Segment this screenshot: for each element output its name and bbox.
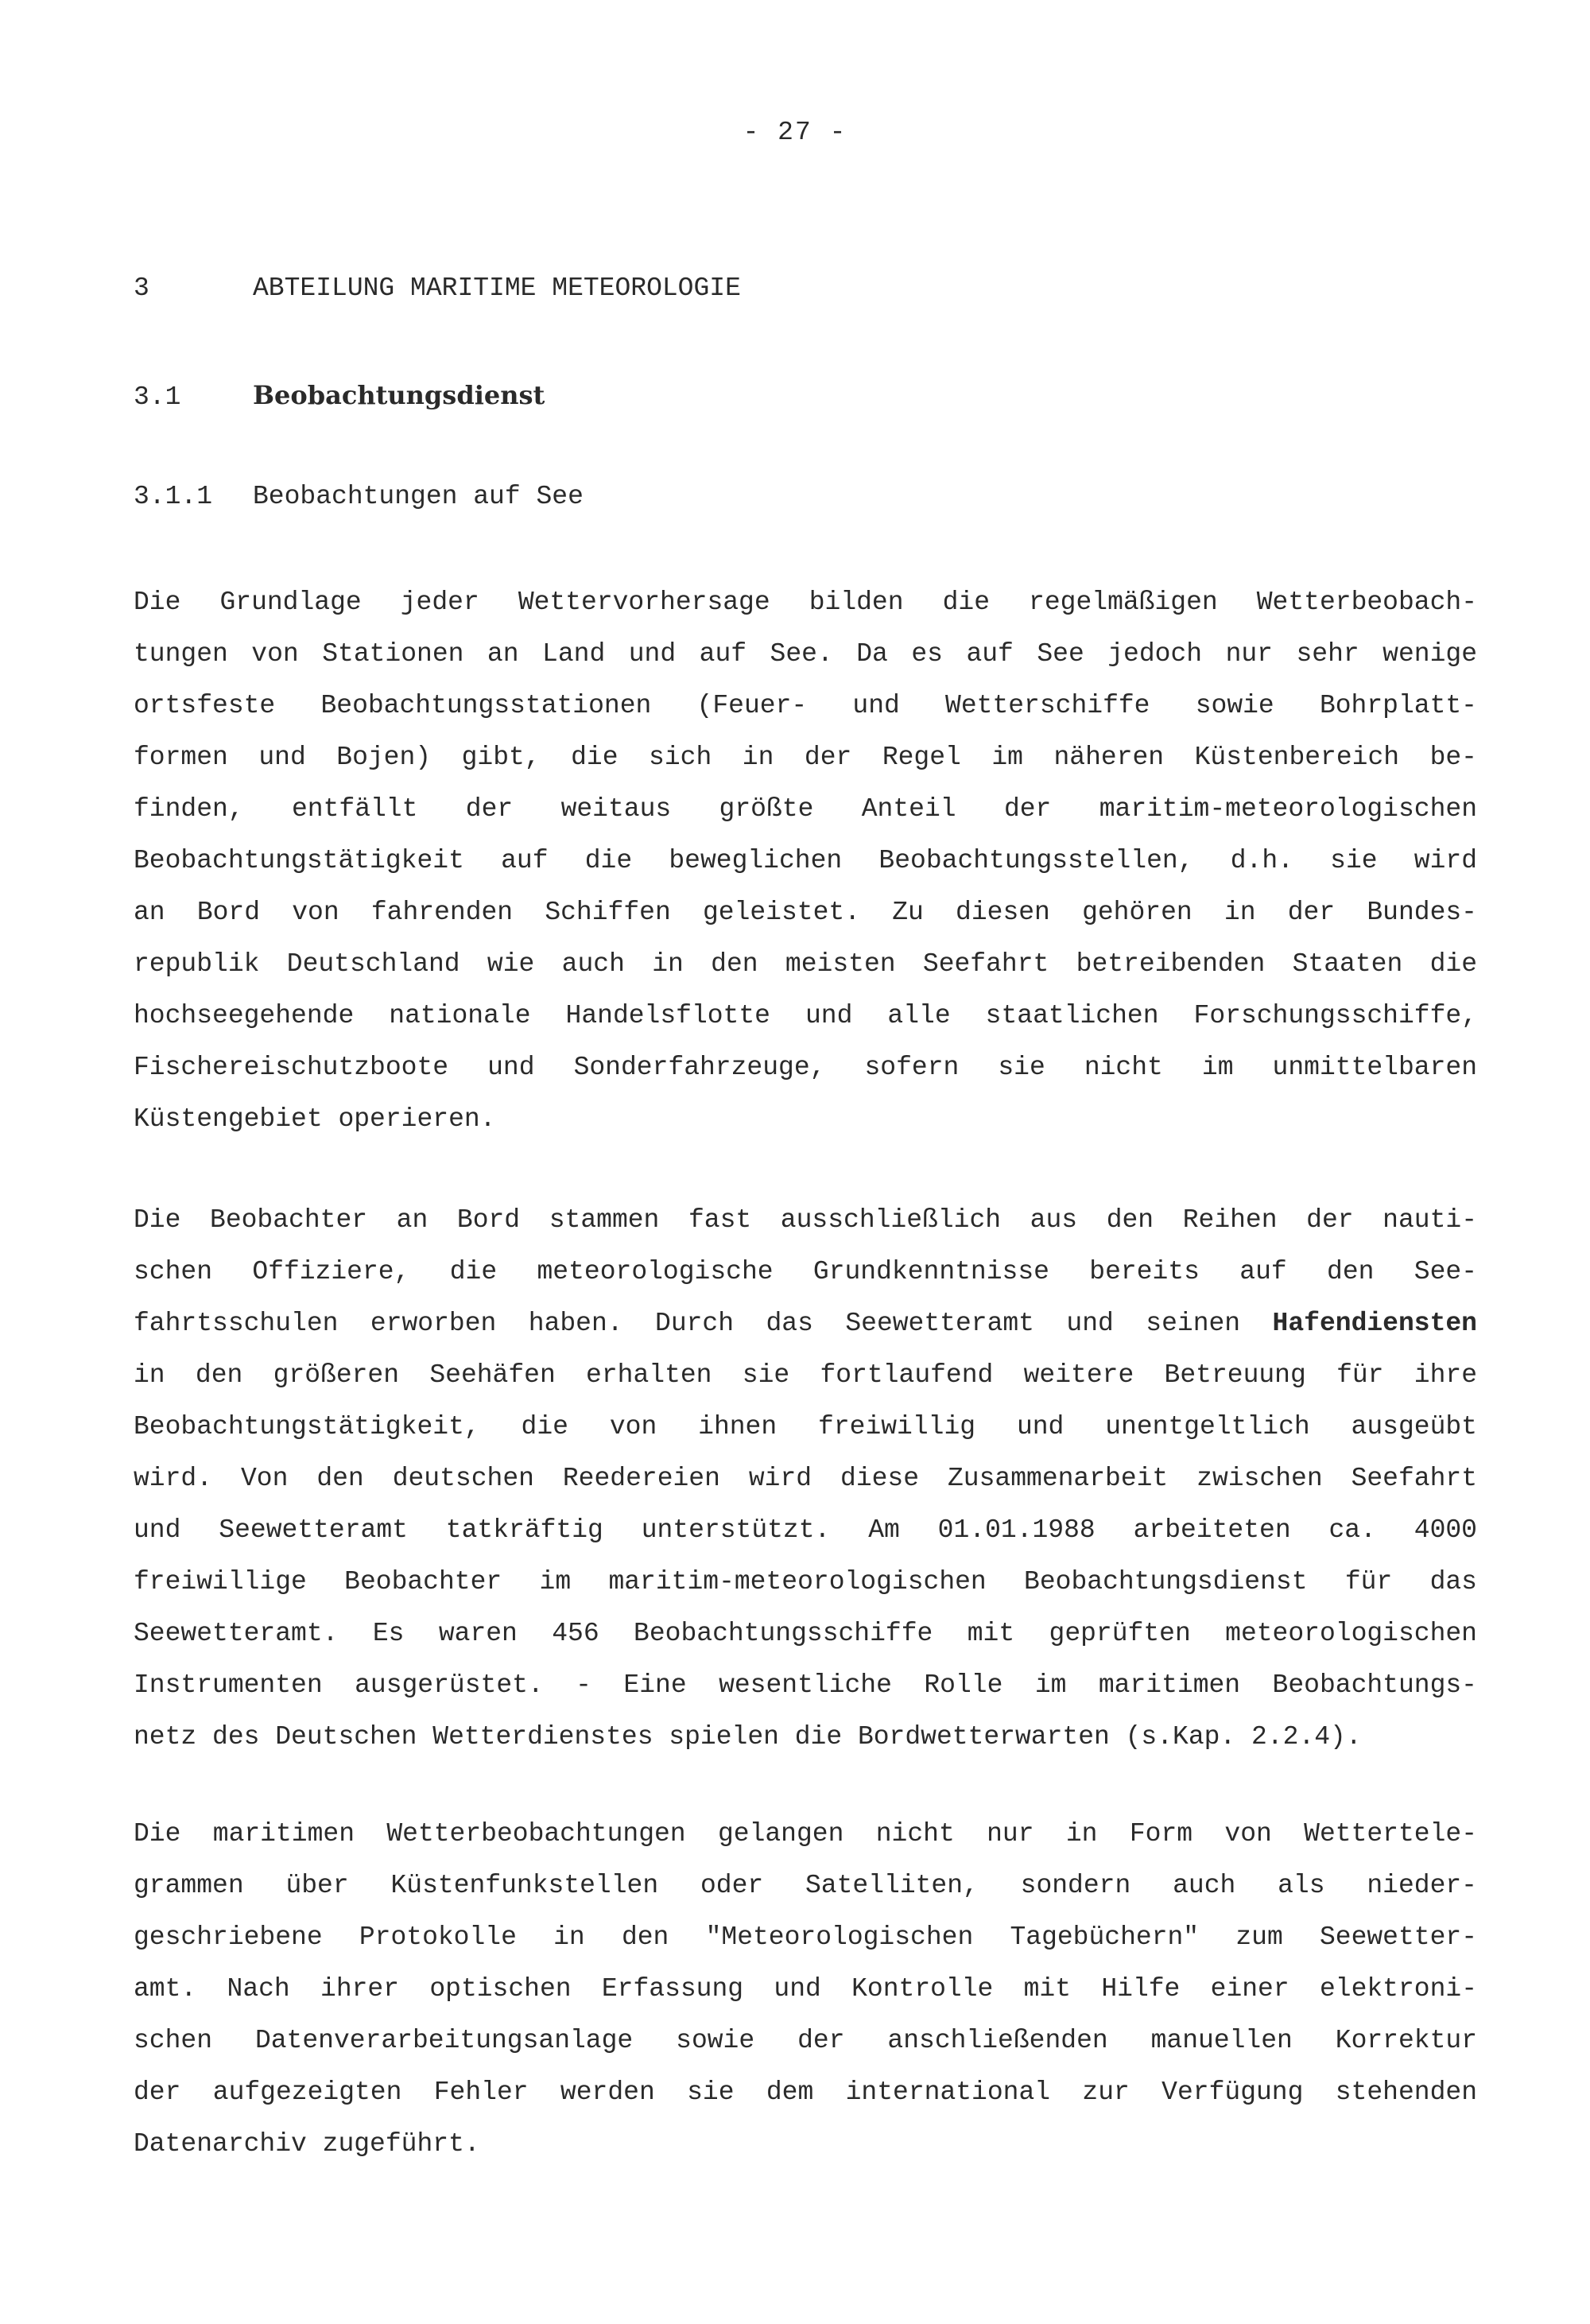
paragraph-line: Beobachtungstätigkeit, die von ihnen freiwillig und unentgeltlich ausgeübt <box>134 1412 1477 1441</box>
paragraph-1 <box>134 576 1477 1145</box>
paragraph-line: hochseegehende nationale Handelsflotte und alle staatlichen Forschungsschiffe, <box>134 1001 1477 1030</box>
paragraph-line: Die maritimen Wetterbeobachtungen gelangen nicht nur in Form von Wettertele- <box>134 1819 1477 1849</box>
paragraph-line: der aufgezeigten Fehler werden sie dem international zur Verfügung stehenden <box>134 2078 1477 2107</box>
subsection-title: Beobachtungsdienst <box>253 380 545 410</box>
paragraph-line: geschriebene Protokolle in den "Meteorologischen Tagebüchern" zum Seewetter- <box>134 1922 1477 1952</box>
section-heading <box>134 274 741 303</box>
paragraph-line: netz des Deutschen Wetterdienstes spielen die Bordwetterwarten (s.Kap. 2.2.4). <box>134 1722 1362 1752</box>
paragraph-line: schen Datenverarbeitungsanlage sowie der anschließenden manuellen Korrektur <box>134 2026 1477 2055</box>
paragraph-line: grammen über Küstenfunkstellen oder Satelliten, sondern auch als nieder- <box>134 1871 1477 1900</box>
paragraph-2 <box>134 1194 1477 1763</box>
paragraph-line: in den größeren Seehäfen erhalten sie fortlaufend weitere Betreuung für ihre <box>134 1360 1477 1390</box>
bold-term-hafendienste: Hafendiensten <box>1272 1309 1477 1338</box>
paragraph-line: tungen von Stationen an Land und auf See. Da es auf See jedoch nur sehr wenige <box>134 639 1477 669</box>
section-title: ABTEILUNG MARITIME METEOROLOGIE <box>253 274 741 303</box>
page-number: - 27 - <box>743 118 847 147</box>
paragraph-line: Instrumenten ausgerüstet. - Eine wesentliche Rolle im maritimen Beobachtungs- <box>134 1670 1477 1700</box>
section-number: 3 <box>134 274 149 303</box>
paragraph-line <box>134 1298 1477 1349</box>
subsubsection-number: 3.1.1 <box>134 482 213 511</box>
paragraph-line: Küstengebiet operieren. <box>134 1104 496 1134</box>
paragraph-line: freiwillige Beobachter im maritim-meteorologischen Beobachtungsdienst für das <box>134 1567 1477 1597</box>
paragraph-line: wird. Von den deutschen Reedereien wird diese Zusammenarbeit zwischen Seefahrt <box>134 1464 1477 1493</box>
paragraph-line: formen und Bojen) gibt, die sich in der Regel im näheren Küstenbereich be- <box>134 743 1477 772</box>
subsubsection-title: Beobachtungen auf See <box>253 482 584 511</box>
paragraph-line: Beobachtungstätigkeit auf die beweglichen Beobachtungsstellen, d.h. sie wird <box>134 846 1477 875</box>
paragraph-line: und Seewetteramt tatkräftig unterstützt. Am 01.01.1988 arbeiteten ca. 4000 <box>134 1515 1477 1545</box>
paragraph-line: finden, entfällt der weitaus größte Anteil der maritim-meteorologischen <box>134 794 1477 824</box>
paragraph-line: ortsfeste Beobachtungsstationen (Feuer- und Wetterschiffe sowie Bohrplatt- <box>134 691 1477 720</box>
paragraph-line: Fischereischutzboote und Sonderfahrzeuge, sofern sie nicht im unmittelbaren <box>134 1053 1477 1082</box>
paragraph-line: Die Beobachter an Bord stammen fast ausschließlich aus den Reihen der nauti- <box>134 1205 1477 1235</box>
subsection-number: 3.1 <box>134 382 181 412</box>
paragraph-line: republik Deutschland wie auch in den meisten Seefahrt betreibenden Staaten die <box>134 949 1477 979</box>
paragraph-line: Seewetteramt. Es waren 456 Beobachtungsschiffe mit geprüften meteorologischen <box>134 1619 1477 1648</box>
subsection-heading <box>134 380 545 412</box>
paragraph-line: schen Offiziere, die meteorologische Grundkenntnisse bereits auf den See- <box>134 1257 1477 1286</box>
paragraph-line-text: fahrtsschulen erworben haben. Durch das Seewetteramt und seinen <box>134 1309 1273 1338</box>
paragraph-line: amt. Nach ihrer optischen Erfassung und Kontrolle mit Hilfe einer elektroni- <box>134 1974 1477 2004</box>
paragraph-line: an Bord von fahrenden Schiffen geleistet. Zu diesen gehören in der Bundes- <box>134 898 1477 927</box>
paragraph-line: Datenarchiv zugeführt. <box>134 2129 480 2159</box>
paragraph-3 <box>134 1808 1477 2170</box>
paragraph-line: Die Grundlage jeder Wettervorhersage bilden die regelmäßigen Wetterbeobach- <box>134 588 1477 617</box>
subsubsection-heading <box>134 482 584 511</box>
